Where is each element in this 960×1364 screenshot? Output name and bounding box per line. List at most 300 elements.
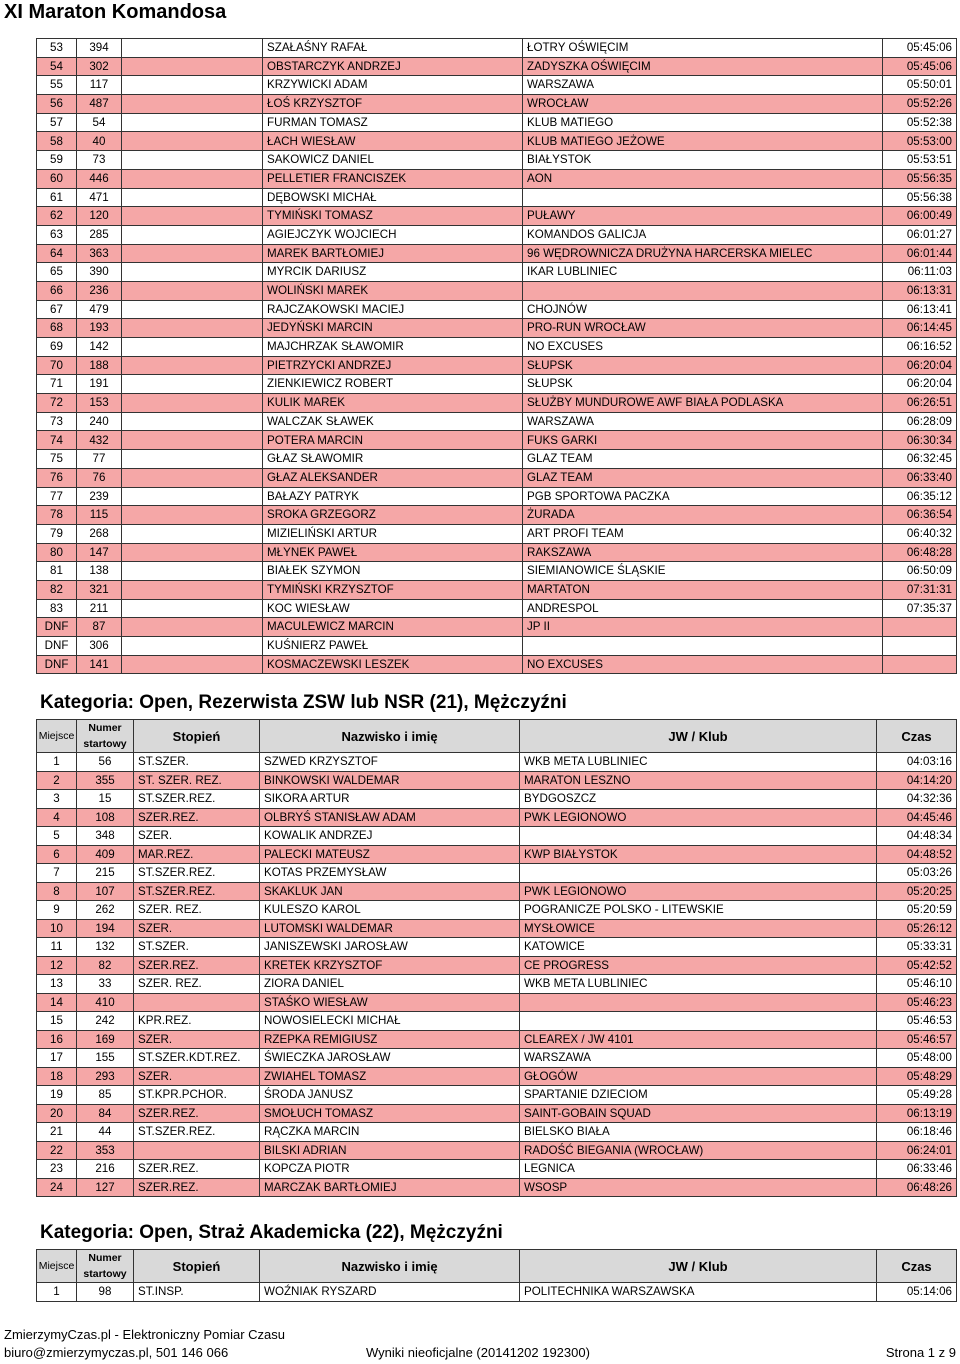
cell-name: KOSMACZEWSKI LESZEK <box>263 655 523 674</box>
cell-bib: 432 <box>77 431 122 450</box>
cell-bib: 194 <box>77 919 134 938</box>
cell-club: WKB META LUBLINIEC <box>520 753 877 772</box>
cell-bib: 127 <box>77 1178 134 1197</box>
table-row <box>37 938 957 957</box>
cell-bib: 153 <box>77 394 122 413</box>
header-name: Nazwisko i imię <box>260 1250 520 1283</box>
cell-rank: ST.SZER.REZ. <box>134 790 260 809</box>
table-row <box>37 506 957 525</box>
cell-bib: 115 <box>77 506 122 525</box>
cell-bib: 479 <box>77 300 122 319</box>
cell-bib: 77 <box>77 450 122 469</box>
table-row <box>37 188 957 207</box>
cell-bib: 240 <box>77 412 122 431</box>
cell-name: SAKOWICZ DANIEL <box>263 151 523 170</box>
cell-rank <box>122 468 263 487</box>
cell-club: PUŁAWY <box>523 207 883 226</box>
table-row <box>37 808 957 827</box>
cell-club: KOMANDOS GALICJA <box>523 225 883 244</box>
cell-rank: SZER. REZ. <box>134 975 260 994</box>
cell-bib: 216 <box>77 1160 134 1179</box>
cell-place: 24 <box>37 1178 77 1197</box>
cell-rank: SZER. <box>134 919 260 938</box>
cell-place: 14 <box>37 993 77 1012</box>
cell-time: 06:18:46 <box>877 1123 957 1142</box>
cell-place: DNF <box>37 655 77 674</box>
cell-rank <box>122 113 263 132</box>
cell-rank: SZER.REZ. <box>134 808 260 827</box>
cell-bib: 293 <box>77 1067 134 1086</box>
cell-bib: 285 <box>77 225 122 244</box>
cell-bib: 487 <box>77 95 122 114</box>
cell-rank: MAR.REZ. <box>134 845 260 864</box>
cell-rank <box>122 506 263 525</box>
cell-time: 06:36:54 <box>883 506 957 525</box>
cell-bib: 132 <box>77 938 134 957</box>
table-row <box>37 263 957 282</box>
cell-rank <box>122 524 263 543</box>
cell-rank <box>122 76 263 95</box>
cell-place: 13 <box>37 975 77 994</box>
cell-place: 65 <box>37 263 77 282</box>
cell-bib: 142 <box>77 338 122 357</box>
table-row <box>37 1283 957 1302</box>
cell-club: WARSZAWA <box>523 76 883 95</box>
cell-name: TYMIŃSKI KRZYSZTOF <box>263 580 523 599</box>
cell-club: LEGNICA <box>520 1160 877 1179</box>
cell-name: KRZYWICKI ADAM <box>263 76 523 95</box>
cell-place: 68 <box>37 319 77 338</box>
cell-name: RZEPKA REMIGIUSZ <box>260 1030 520 1049</box>
cell-club <box>523 637 883 656</box>
table-row <box>37 637 957 656</box>
cell-bib: 155 <box>77 1049 134 1068</box>
table-row <box>37 790 957 809</box>
cell-place: 4 <box>37 808 77 827</box>
cell-time <box>883 655 957 674</box>
cell-time: 06:48:28 <box>883 543 957 562</box>
table-row <box>37 39 957 58</box>
cell-bib: 84 <box>77 1104 134 1123</box>
table-row <box>37 845 957 864</box>
cell-name: BAŁAZY PATRYK <box>263 487 523 506</box>
cell-place: 58 <box>37 132 77 151</box>
cell-time: 06:40:32 <box>883 524 957 543</box>
cell-club <box>520 864 877 883</box>
cell-name: POTERA MARCIN <box>263 431 523 450</box>
cell-place: 6 <box>37 845 77 864</box>
cell-name: SZWED KRZYSZTOF <box>260 753 520 772</box>
cell-time: 05:20:25 <box>877 882 957 901</box>
cell-time: 04:45:46 <box>877 808 957 827</box>
cell-club: KATOWICE <box>520 938 877 957</box>
cell-club: POLITECHNIKA WARSZAWSKA <box>520 1283 877 1302</box>
cell-place: 62 <box>37 207 77 226</box>
results-table-1 <box>36 38 957 674</box>
cell-bib: 147 <box>77 543 122 562</box>
cell-place: 63 <box>37 225 77 244</box>
cell-name: ZIORA DANIEL <box>260 975 520 994</box>
cell-time: 05:20:59 <box>877 901 957 920</box>
cell-bib: 211 <box>77 599 122 618</box>
cell-name: MARCZAK BARTŁOMIEJ <box>260 1178 520 1197</box>
table-row <box>37 618 957 637</box>
cell-rank: ST.SZER.KDT.REZ. <box>134 1049 260 1068</box>
cell-place: 61 <box>37 188 77 207</box>
cell-name: WOŹNIAK RYSZARD <box>260 1283 520 1302</box>
table-row <box>37 1178 957 1197</box>
cell-name: BINKOWSKI WALDEMAR <box>260 771 520 790</box>
cell-name: WOLIŃSKI MAREK <box>263 281 523 300</box>
table-row <box>37 169 957 188</box>
cell-rank: ST.SZER.REZ. <box>134 1123 260 1142</box>
cell-rank <box>122 431 263 450</box>
cell-name: PELLETIER FRANCISZEK <box>263 169 523 188</box>
cell-place: 76 <box>37 468 77 487</box>
cell-place: 53 <box>37 39 77 58</box>
cell-rank <box>122 412 263 431</box>
cell-bib: 239 <box>77 487 122 506</box>
cell-place: 79 <box>37 524 77 543</box>
cell-rank: KPR.REZ. <box>134 1012 260 1031</box>
cell-time: 05:50:01 <box>883 76 957 95</box>
cell-bib: 446 <box>77 169 122 188</box>
table-row <box>37 1049 957 1068</box>
cell-place: 21 <box>37 1123 77 1142</box>
cell-rank <box>122 356 263 375</box>
cell-time: 05:48:29 <box>877 1067 957 1086</box>
table-row <box>37 450 957 469</box>
cell-name: ŁOŚ KRZYSZTOF <box>263 95 523 114</box>
header-time: Czas <box>877 1250 957 1283</box>
cell-bib: 85 <box>77 1086 134 1105</box>
cell-time: 05:33:31 <box>877 938 957 957</box>
table-row <box>37 151 957 170</box>
cell-bib: 262 <box>77 901 134 920</box>
cell-club: ART PROFI TEAM <box>523 524 883 543</box>
cell-rank <box>122 207 263 226</box>
cell-rank <box>134 993 260 1012</box>
cell-name: RĄCZKA MARCIN <box>260 1123 520 1142</box>
table-row <box>37 132 957 151</box>
table-row <box>37 207 957 226</box>
cell-bib: 242 <box>77 1012 134 1031</box>
cell-rank: SZER.REZ. <box>134 956 260 975</box>
table-row <box>37 113 957 132</box>
cell-time: 04:03:16 <box>877 753 957 772</box>
cell-time: 05:52:38 <box>883 113 957 132</box>
cell-bib: 355 <box>77 771 134 790</box>
cell-name: WALCZAK SŁAWEK <box>263 412 523 431</box>
cell-club: SIEMIANOWICE ŚLĄSKIE <box>523 562 883 581</box>
cell-name: KUŚNIERZ PAWEŁ <box>263 637 523 656</box>
cell-place: 23 <box>37 1160 77 1179</box>
cell-name: KRETEK KRZYSZTOF <box>260 956 520 975</box>
table-row <box>37 956 957 975</box>
cell-time: 05:03:26 <box>877 864 957 883</box>
cell-place: 75 <box>37 450 77 469</box>
cell-bib: 108 <box>77 808 134 827</box>
cell-club: SPARTANIE DZIECIOM <box>520 1086 877 1105</box>
table-row <box>37 1012 957 1031</box>
cell-place: 80 <box>37 543 77 562</box>
cell-bib: 40 <box>77 132 122 151</box>
cell-name: BILSKI ADRIAN <box>260 1141 520 1160</box>
cell-name: JANISZEWSKI JAROSŁAW <box>260 938 520 957</box>
cell-rank: SZER. <box>134 827 260 846</box>
table-row <box>37 1030 957 1049</box>
cell-club: SŁUŻBY MUNDUROWE AWF BIAŁA PODLASKA <box>523 394 883 413</box>
table-row <box>37 487 957 506</box>
cell-rank <box>122 188 263 207</box>
cell-time: 05:46:23 <box>877 993 957 1012</box>
cell-rank <box>122 169 263 188</box>
cell-bib: 363 <box>77 244 122 263</box>
cell-place: 2 <box>37 771 77 790</box>
table-row <box>37 975 957 994</box>
cell-bib: 188 <box>77 356 122 375</box>
table-row <box>37 319 957 338</box>
cell-bib: 268 <box>77 524 122 543</box>
cell-time <box>883 637 957 656</box>
cell-time: 06:13:41 <box>883 300 957 319</box>
cell-place: 59 <box>37 151 77 170</box>
cell-bib: 410 <box>77 993 134 1012</box>
cell-bib: 76 <box>77 468 122 487</box>
cell-place: 72 <box>37 394 77 413</box>
cell-club: MYSŁOWICE <box>520 919 877 938</box>
table-row <box>37 1067 957 1086</box>
cell-club: ŻURADA <box>523 506 883 525</box>
cell-club: PGB SPORTOWA PACZKA <box>523 487 883 506</box>
cell-time: 05:46:10 <box>877 975 957 994</box>
cell-time: 04:32:36 <box>877 790 957 809</box>
cell-club: CLEAREX / JW 4101 <box>520 1030 877 1049</box>
table-row <box>37 1141 957 1160</box>
table-row <box>37 599 957 618</box>
cell-club: WKB META LUBLINIEC <box>520 975 877 994</box>
cell-name: ZWIAHEL TOMASZ <box>260 1067 520 1086</box>
cell-club: GLAZ TEAM <box>523 468 883 487</box>
cell-club: CHOJNÓW <box>523 300 883 319</box>
cell-time: 07:31:31 <box>883 580 957 599</box>
table-header-row <box>37 720 957 753</box>
cell-place: DNF <box>37 637 77 656</box>
cell-time: 05:46:57 <box>877 1030 957 1049</box>
cell-place: 82 <box>37 580 77 599</box>
header-place: Miejsce <box>37 720 77 753</box>
cell-bib: 56 <box>77 753 134 772</box>
table-row <box>37 244 957 263</box>
table-row <box>37 300 957 319</box>
cell-club <box>523 281 883 300</box>
cell-time: 07:35:37 <box>883 599 957 618</box>
cell-time: 04:14:20 <box>877 771 957 790</box>
table-row <box>37 562 957 581</box>
cell-rank <box>122 263 263 282</box>
cell-bib: 236 <box>77 281 122 300</box>
cell-club: GŁOGÓW <box>520 1067 877 1086</box>
cell-place: 74 <box>37 431 77 450</box>
cell-bib: 390 <box>77 263 122 282</box>
cell-time: 06:00:49 <box>883 207 957 226</box>
cell-rank: ST.SZER. <box>134 753 260 772</box>
table-row <box>37 1104 957 1123</box>
cell-bib: 117 <box>77 76 122 95</box>
cell-rank: ST.SZER. <box>134 938 260 957</box>
header-club: JW / Klub <box>520 720 877 753</box>
cell-name: KULIK MAREK <box>263 394 523 413</box>
table-row <box>37 771 957 790</box>
cell-name: SZAŁAŚNY RAFAŁ <box>263 39 523 58</box>
cell-club: GLAZ TEAM <box>523 450 883 469</box>
cell-time: 06:33:40 <box>883 468 957 487</box>
cell-club: ŁOTRY OŚWIĘCIM <box>523 39 883 58</box>
cell-place: 12 <box>37 956 77 975</box>
cell-rank <box>122 618 263 637</box>
cell-club: 96 WĘDROWNICZA DRUŻYNA HARCERSKA MIELEC <box>523 244 883 263</box>
cell-bib: 306 <box>77 637 122 656</box>
cell-time: 06:24:01 <box>877 1141 957 1160</box>
cell-rank: ST.SZER.REZ. <box>134 864 260 883</box>
cell-bib: 215 <box>77 864 134 883</box>
cell-time: 05:45:06 <box>883 39 957 58</box>
cell-club: ZADYSZKA OŚWIĘCIM <box>523 57 883 76</box>
cell-name: KULESZO KAROL <box>260 901 520 920</box>
cell-time: 06:16:52 <box>883 338 957 357</box>
cell-rank <box>122 562 263 581</box>
cell-rank: ST.KPR.PCHOR. <box>134 1086 260 1105</box>
cell-name: MAREK BARTŁOMIEJ <box>263 244 523 263</box>
table-row <box>37 356 957 375</box>
cell-time: 05:49:28 <box>877 1086 957 1105</box>
cell-place: 54 <box>37 57 77 76</box>
header-rank: Stopień <box>134 720 260 753</box>
cell-time: 06:20:04 <box>883 375 957 394</box>
cell-name: MIZIELIŃSKI ARTUR <box>263 524 523 543</box>
table-row <box>37 1086 957 1105</box>
header-bib: Numer startowy <box>77 720 134 753</box>
cell-time: 05:53:00 <box>883 132 957 151</box>
cell-bib: 191 <box>77 375 122 394</box>
cell-club: KLUB MATIEGO JEŻOWE <box>523 132 883 151</box>
cell-name: KOC WIESŁAW <box>263 599 523 618</box>
cell-rank <box>122 543 263 562</box>
cell-rank: SZER. <box>134 1067 260 1086</box>
cell-name: LUTOMSKI WALDEMAR <box>260 919 520 938</box>
cell-rank <box>122 39 263 58</box>
cell-place: 66 <box>37 281 77 300</box>
cell-name: BIAŁEK SZYMON <box>263 562 523 581</box>
cell-club: PWK LEGIONOWO <box>520 808 877 827</box>
cell-club <box>520 1012 877 1031</box>
cell-club: KLUB MATIEGO <box>523 113 883 132</box>
footer-status: Wyniki nieoficjalne (20141202 192300) <box>366 1345 590 1360</box>
footer-contact: biuro@zmierzymyczas.pl, 501 146 066 <box>4 1345 229 1360</box>
table-row <box>37 827 957 846</box>
cell-bib: 44 <box>77 1123 134 1142</box>
cell-rank <box>122 244 263 263</box>
cell-club: FUKS GARKI <box>523 431 883 450</box>
cell-name: STAŚKO WIESŁAW <box>260 993 520 1012</box>
cell-place: 5 <box>37 827 77 846</box>
table-row <box>37 338 957 357</box>
header-place: Miejsce <box>37 1250 77 1283</box>
cell-place: 19 <box>37 1086 77 1105</box>
cell-rank <box>122 338 263 357</box>
cell-time: 05:45:06 <box>883 57 957 76</box>
header-club: JW / Klub <box>520 1250 877 1283</box>
cell-name: DĘBOWSKI MICHAŁ <box>263 188 523 207</box>
cell-club: BYDGOSZCZ <box>520 790 877 809</box>
cell-club: NO EXCUSES <box>523 655 883 674</box>
cell-club: POGRANICZE POLSKO - LITEWSKIE <box>520 901 877 920</box>
table-row <box>37 281 957 300</box>
table-row <box>37 468 957 487</box>
cell-place: 73 <box>37 412 77 431</box>
cell-time: 06:01:44 <box>883 244 957 263</box>
cell-rank: SZER.REZ. <box>134 1104 260 1123</box>
cell-club: WROCŁAW <box>523 95 883 114</box>
cell-rank <box>134 1141 260 1160</box>
cell-club: SAINT-GOBAIN SQUAD <box>520 1104 877 1123</box>
cell-place: 1 <box>37 1283 77 1302</box>
footer-page-number: Strona 1 z 9 <box>885 1345 956 1360</box>
cell-name: FURMAN TOMASZ <box>263 113 523 132</box>
cell-place: 17 <box>37 1049 77 1068</box>
cell-bib: 193 <box>77 319 122 338</box>
header-bib: Numer startowy <box>77 1250 134 1283</box>
cell-name: SIKORA ARTUR <box>260 790 520 809</box>
cell-rank: SZER. <box>134 1030 260 1049</box>
cell-bib: 15 <box>77 790 134 809</box>
cell-rank <box>122 580 263 599</box>
category-title: Kategoria: Open, Rezerwista ZSW lub NSR (21), Mężczyźni <box>40 692 567 713</box>
cell-name: MŁYNEK PAWEŁ <box>263 543 523 562</box>
cell-bib: 120 <box>77 207 122 226</box>
cell-club <box>523 188 883 207</box>
category-title: Kategoria: Open, Straż Akademicka (22), Mężczyźni <box>40 1222 503 1243</box>
cell-name: SROKA GRZEGORZ <box>263 506 523 525</box>
table-row <box>37 1123 957 1142</box>
cell-name: JEDYŃSKI MARCIN <box>263 319 523 338</box>
cell-time: 06:26:51 <box>883 394 957 413</box>
cell-rank: SZER. REZ. <box>134 901 260 920</box>
cell-rank: SZER.REZ. <box>134 1178 260 1197</box>
cell-rank <box>122 599 263 618</box>
cell-place: 60 <box>37 169 77 188</box>
cell-rank <box>122 132 263 151</box>
cell-time: 06:13:19 <box>877 1104 957 1123</box>
cell-place: 55 <box>37 76 77 95</box>
cell-time: 06:33:46 <box>877 1160 957 1179</box>
cell-name: GŁAZ SŁAWOMIR <box>263 450 523 469</box>
cell-rank <box>122 300 263 319</box>
cell-name: MAJCHRZAK SŁAWOMIR <box>263 338 523 357</box>
cell-name: MYRCIK DARIUSZ <box>263 263 523 282</box>
cell-time: 05:56:38 <box>883 188 957 207</box>
cell-club: CE PROGRESS <box>520 956 877 975</box>
cell-place: 15 <box>37 1012 77 1031</box>
cell-place: 8 <box>37 882 77 901</box>
cell-rank <box>122 655 263 674</box>
cell-bib: 169 <box>77 1030 134 1049</box>
cell-rank <box>122 637 263 656</box>
footer-line1: ZmierzymyCzas.pl - Elektroniczny Pomiar Czasu <box>4 1327 286 1342</box>
table-row <box>37 225 957 244</box>
cell-place: 78 <box>37 506 77 525</box>
cell-bib: 87 <box>77 618 122 637</box>
